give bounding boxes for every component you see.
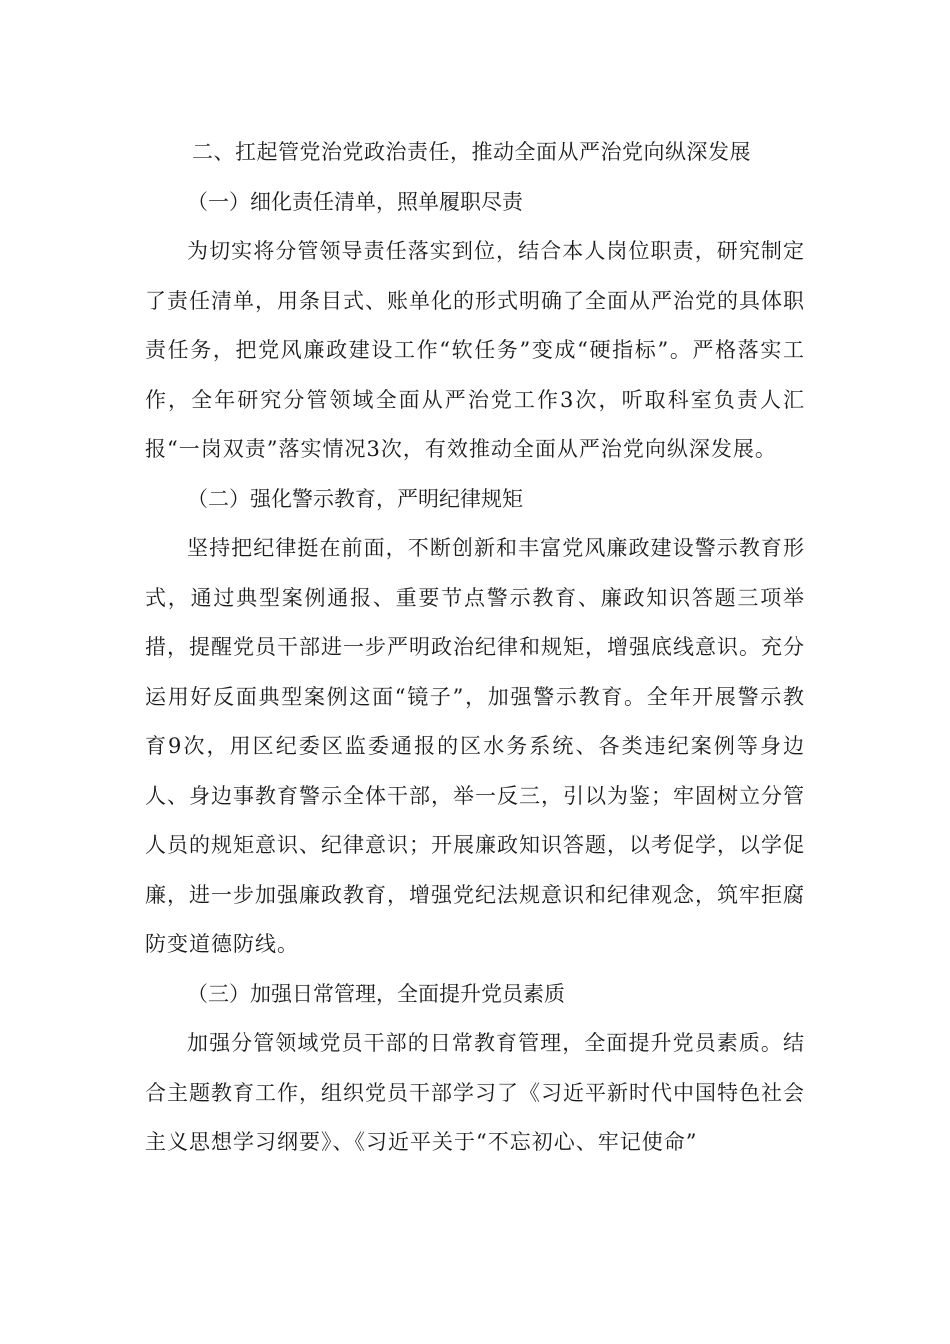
subsection-paragraph-2: 坚持把纪律挺在前面，不断创新和丰富党风廉政建设警示教育形式，通过典型案例通报、重要节点警示教育、廉政知识答题三项举措，提醒党员干部进一步严明政治纪律和规矩，增强底线意识。充分运用好反面典型案例这面“镜子”，加强警示教育。全年开展警示教育9次，用区纪委区监委通报的区水务系统、各类违纪案例等身边人、身边事教育警示全体干部，举一反三，引以为鉴；牢固树立分管人员的规矩意识、纪律意识；开展廉政知识答题，以考促学，以学促廉，进一步加强廉政教育，增强党纪法规意识和纪律观念，筑牢拒腐防变道德防线。 [145,536,805,956]
section-heading: 二、扛起管党治党政治责任，推动全面从严治党向纵深发展 [192,140,751,164]
subsection-heading-2: （二）强化警示教育，严明纪律规矩 [187,486,523,511]
subsection-heading-1: （一）细化责任清单，照单履职尽责 [187,189,523,214]
subsection-heading-3: （三）加强日常管理，全面提升党员素质 [187,981,565,1006]
subsection-paragraph-3: 加强分管领域党员干部的日常教育管理，全面提升党员素质。结合主题教育工作，组织党员干部学习了《习近平新时代中国特色社会主义思想学习纲要》、《习近平关于“不忘初心、牢记使命” [145,1031,805,1154]
subsection-paragraph-1: 为切实将分管领导责任落实到位，结合本人岗位职责，研究制定了责任清单，用条目式、账单化的形式明确了全面从严治党的具体职责任务，把党风廉政建设工作“软任务”变成“硬指标”。严格落实工作，全年研究分管领域全面从严治党工作3次，听取科室负责人汇报“一岗双责”落实情况3次，有效推动全面从严治党向纵深发展。 [145,239,805,461]
document-body [145,128,805,1168]
